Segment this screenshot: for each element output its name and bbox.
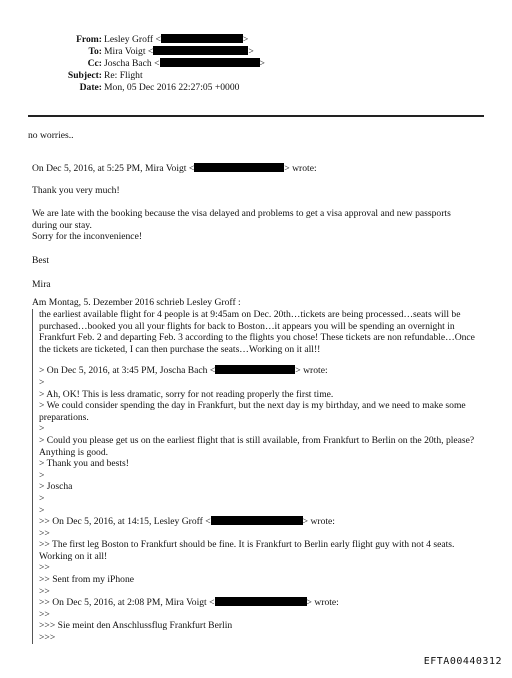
redaction-block — [215, 365, 295, 374]
quoted-line: >> The first leg Boston to Frankfurt should be fine. It is Frankfurt to Berlin early flight guy with not 4 seats. Working on it all! — [39, 539, 455, 562]
cc-value: Joscha Bach < — [104, 58, 160, 69]
subject-row — [0, 70, 512, 82]
cc-label: Cc: — [87, 58, 102, 69]
email-header — [0, 34, 512, 94]
quote-marker: > — [39, 504, 45, 516]
quoted-line: >> Sent from my iPhone — [39, 574, 135, 586]
to-row — [0, 46, 512, 58]
from-label: From: — [76, 34, 102, 45]
thanks-line: Thank you very much! — [32, 184, 120, 196]
sorry-line: Sorry for the inconvenience! — [32, 231, 143, 243]
header-divider — [28, 115, 484, 117]
subject-label: Subject: — [67, 70, 102, 81]
subject-value: Re: Flight — [104, 70, 143, 81]
signature-line: Mira — [32, 278, 51, 290]
redaction-block — [160, 58, 260, 67]
date-value: Mon, 05 Dec 2016 22:27:05 +0000 — [104, 82, 240, 93]
attribution-line: On Dec 5, 2016, at 5:25 PM, Mira Voigt < > wrote: — [32, 163, 317, 174]
quoted-line: >>> Sie meint den Anschlussflug Frankfurt Berlin — [39, 620, 233, 632]
to-label: To: — [88, 46, 102, 57]
lesley-message: the earliest available flight for 4 people is at 9:45am on Dec. 20th…tickets are being processed…seats will be purchased…booked you all your flights for back to Boston…it appears you will be spending an overnight in Frankfurt Feb. 2 and departing Feb. 3 according to the flights you chose! These tickets are non refundable…Once the tickets are ticketed, I can then purchase the seats…Working on it all!! — [39, 309, 475, 355]
quoted-block — [32, 309, 487, 644]
reply-line: no worries.. — [28, 130, 74, 141]
quoted-attribution: >> On Dec 5, 2016, at 14:15, Lesley Groff < > wrote: — [39, 516, 335, 528]
quoted-line: > Thank you and bests! — [39, 458, 129, 470]
attribution-german: Am Montag, 5. Dezember 2016 schrieb Lesley Groff : — [32, 297, 241, 308]
best-line: Best — [32, 254, 50, 266]
date-row — [0, 82, 512, 94]
date-label: Date: — [79, 82, 102, 93]
cc-row — [0, 58, 512, 70]
document-id: EFTA00440312 — [423, 656, 502, 668]
from-row — [0, 34, 512, 46]
quoted-line: > Joscha — [39, 481, 73, 493]
quote-marker: >> — [39, 608, 50, 620]
reply-text — [28, 130, 472, 142]
redaction-block — [194, 163, 284, 172]
quoted-attribution: >> On Dec 5, 2016, at 2:08 PM, Mira Voigt < > wrote: — [39, 597, 339, 609]
quote-marker: > — [39, 423, 45, 435]
redaction-block — [215, 597, 307, 606]
close-bracket: > — [259, 58, 265, 69]
quoted-line: > We could consider spending the day in Frankfurt, but the next day is my birthday, and we need to make some preparations. — [39, 400, 466, 423]
mira-message — [32, 163, 476, 290]
to-value: Mira Voigt < — [104, 46, 154, 57]
close-bracket: > — [248, 46, 254, 57]
quote-marker: > — [39, 376, 45, 388]
from-value: Lesley Groff < — [104, 34, 161, 45]
redaction-block — [211, 516, 303, 525]
quoted-line: > Ah, OK! This is less dramatic, sorry for not reading properly the first time. — [39, 388, 334, 400]
late-paragraph: We are late with the booking because the visa delayed and problems to get a visa approval and new passports during our stay. — [32, 208, 451, 231]
quoted-line: > Could you please get us on the earliest flight that is still available, from Frankfurt to Berlin on the 20th, please? Anything is good. — [39, 434, 475, 458]
redaction-block — [153, 46, 248, 55]
quote-marker: >> — [39, 585, 50, 597]
quote-marker: >> — [39, 527, 50, 539]
redaction-block — [161, 34, 243, 43]
quote-marker: > — [39, 469, 45, 481]
quote-marker: > — [39, 492, 45, 504]
close-bracket: > — [242, 34, 249, 45]
quote-marker: >> — [39, 562, 50, 574]
quoted-attribution: > On Dec 5, 2016, at 3:45 PM, Joscha Bach < > wrote: — [39, 365, 328, 377]
quote-marker: >>> — [39, 632, 56, 644]
